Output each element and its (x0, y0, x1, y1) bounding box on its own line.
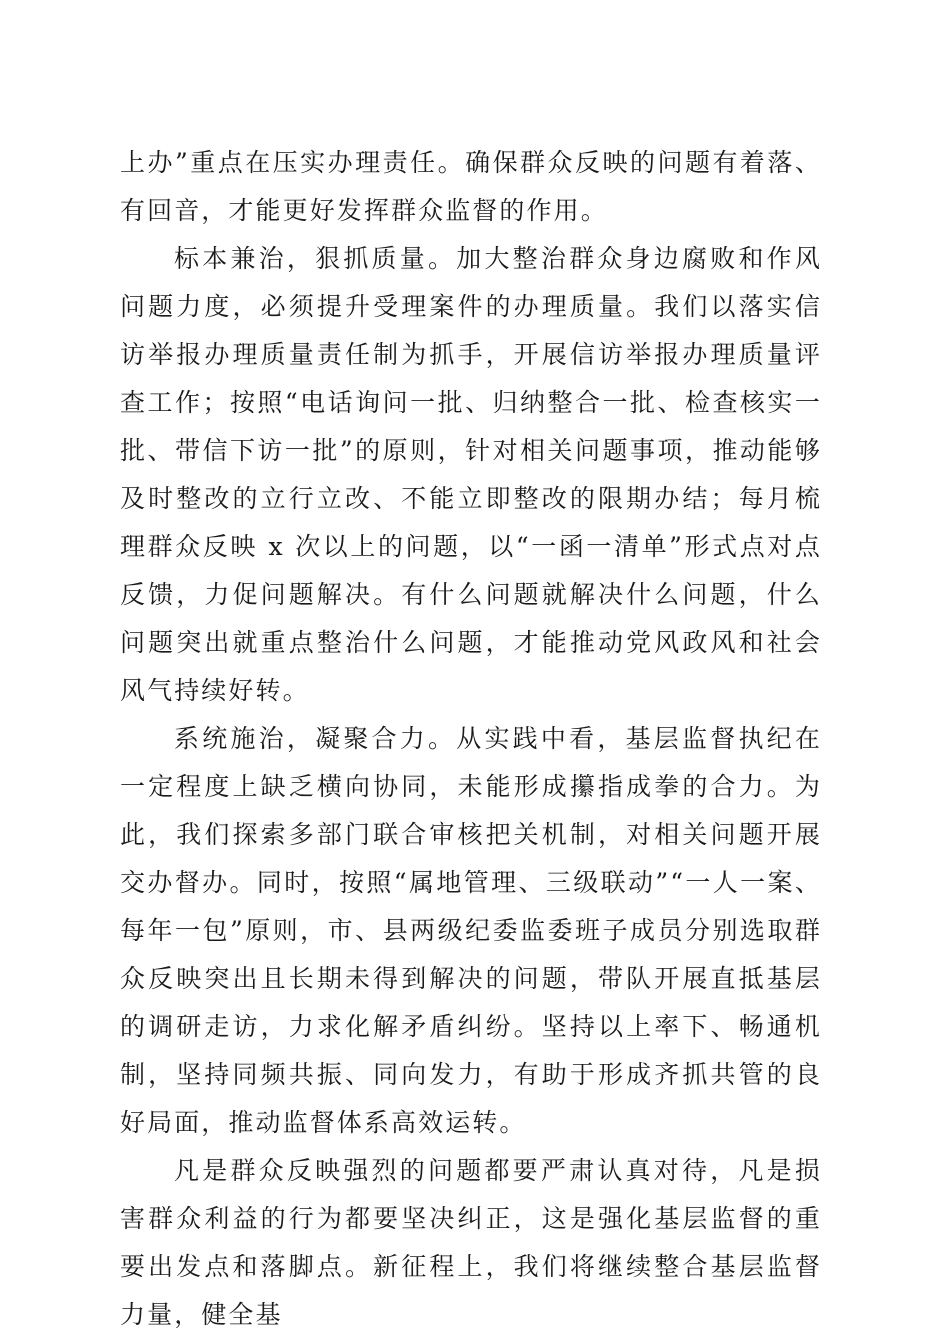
document-body (120, 139, 822, 1339)
paragraph-continuation: 上办”重点在压实办理责任。确保群众反映的问题有着落、有回音，才能更好发挥群众监督的作用。 (120, 148, 822, 225)
paragraph-conclusion: 凡是群众反映强烈的问题都要严肃认真对待，凡是损害群众利益的行为都要坚决纠正，这是强化基层监督的重要出发点和落脚点。新征程上，我们将继续整合基层监督力量，健全基 (120, 1156, 822, 1329)
paragraph-quality: 标本兼治，狠抓质量。加大整治群众身边腐败和作风问题力度，必须提升受理案件的办理质量。我们以落实信访举报办理质量责任制为抓手，开展信访举报办理质量评查工作；按照“电话询问一批、归纳整合一批、检查核实一批、带信下访一批”的原则，针对相关问题事项，推动能够及时整改的立行立改、不能立即整改的限期办结；每月梳理群众反映 x 次以上的问题，以“一函一清单”形式点对点反馈，力促问题解决。有什么问题就解决什么问题，什么问题突出就重点整治什么问题，才能推动党风政风和社会风气持续好转。 (120, 244, 822, 705)
paragraph-synergy: 系统施治，凝聚合力。从实践中看，基层监督执纪在一定程度上缺乏横向协同，未能形成攥指成拳的合力。为此，我们探索多部门联合审核把关机制，对相关问题开展交办督办。同时，按照“属地管理、三级联动”“一人一案、每年一包”原则，市、县两级纪委监委班子成员分别选取群众反映突出且长期未得到解决的问题，带队开展直抵基层的调研走访，力求化解矛盾纠纷。坚持以上率下、畅通机制，坚持同频共振、同向发力，有助于形成齐抓共管的良好局面，推动监督体系高效运转。 (120, 724, 822, 1137)
